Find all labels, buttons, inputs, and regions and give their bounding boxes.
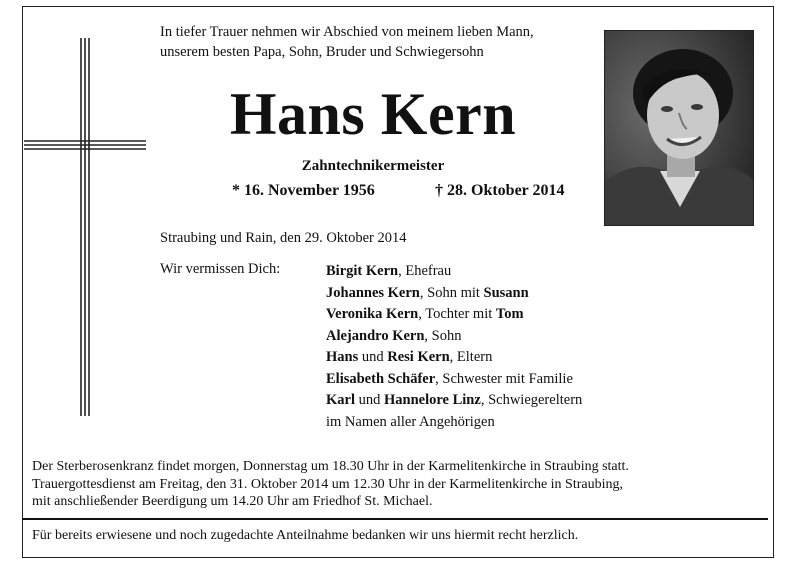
notice-line-3: mit anschließender Beerdigung um 14.20 Uhr am Friedhof St. Michael. <box>32 494 433 509</box>
family-row: im Namen aller Angehörigen <box>326 413 495 430</box>
family-row: Hans und Resi Kern, Eltern <box>326 349 493 365</box>
family-row: Elisabeth Schäfer, Schwester mit Familie <box>326 370 573 387</box>
family-row: Johannes Kern, Sohn mit Susann <box>326 284 529 301</box>
portrait-photo <box>604 30 754 226</box>
cross-icon <box>24 38 146 416</box>
funeral-notice <box>32 458 629 511</box>
notice-line-1: Der Sterberosenkranz findet morgen, Donnerstag um 18.30 Uhr in der Karmelitenkirche in Straubing statt. <box>32 459 629 474</box>
intro-line-2: unserem besten Papa, Sohn, Bruder und Schwiegersohn <box>160 44 484 60</box>
family-row: Veronika Kern, Tochter mit Tom <box>326 306 524 322</box>
family-row: Karl und Hannelore Linz, Schwiegereltern <box>326 392 583 408</box>
thanks-text: Für bereits erwiesene und noch zugedachte Anteilnahme bedanken wir uns hiermit recht herzlich. <box>32 528 579 543</box>
intro-line-1: In tiefer Trauer nehmen wir Abschied von meinem lieben Mann, <box>160 24 534 40</box>
deceased-name: Hans Kern <box>229 81 517 147</box>
profession: Zahntechnikermeister <box>301 158 445 174</box>
family-list <box>326 261 582 433</box>
intro-text <box>160 22 534 62</box>
family-row: Birgit Kern, Ehefrau <box>326 263 452 279</box>
divider <box>22 518 768 520</box>
family-label: Wir vermissen Dich: <box>160 261 281 277</box>
family-row: Alejandro Kern, Sohn <box>326 327 462 344</box>
death-date: † 28. Oktober 2014 <box>435 182 565 199</box>
birth-date: * 16. November 1956 <box>232 182 375 199</box>
notice-line-2: Trauergottesdienst am Freitag, den 31. Oktober 2014 um 12.30 Uhr in der Karmelitenkirche in Straubing, <box>32 476 624 492</box>
place-date: Straubing und Rain, den 29. Oktober 2014 <box>160 230 407 246</box>
